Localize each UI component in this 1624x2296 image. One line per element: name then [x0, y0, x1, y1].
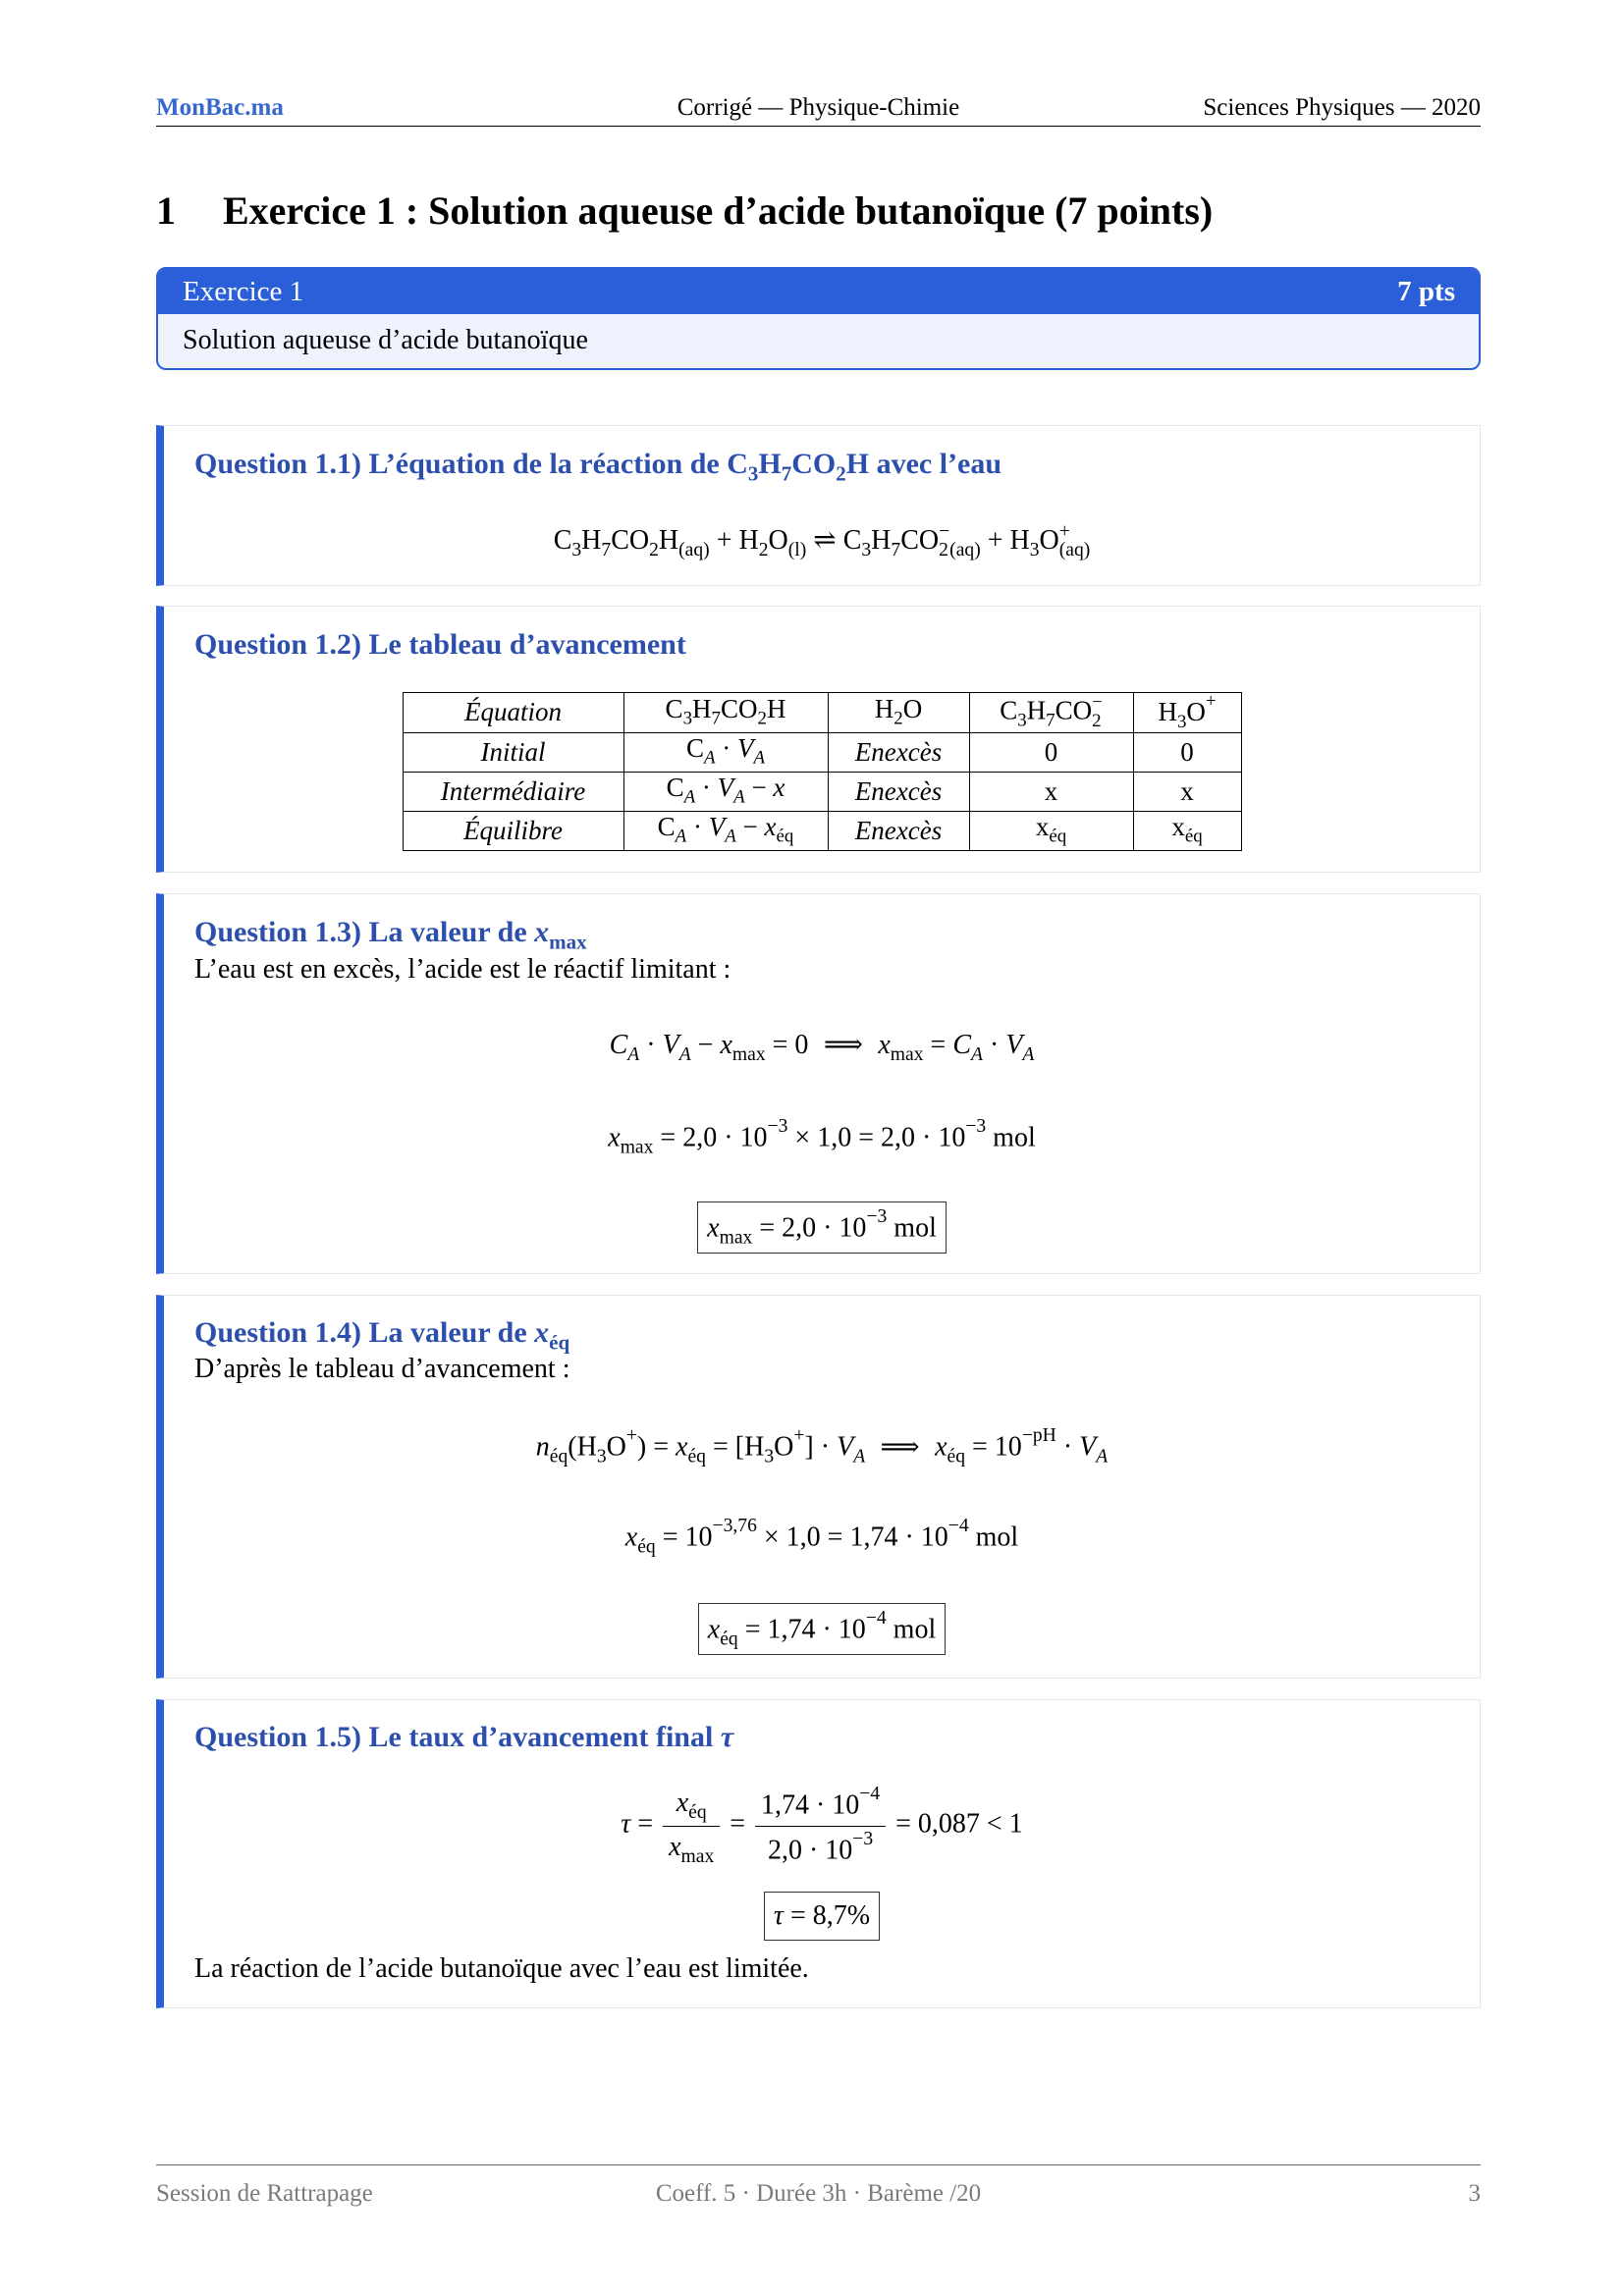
- math-token: x: [1180, 775, 1194, 806]
- question-1-4-box: [156, 1295, 1481, 1679]
- table-header-cell: [1133, 693, 1241, 733]
- math-token: éq: [1049, 827, 1067, 848]
- math-token: mol: [968, 1522, 1019, 1553]
- math-token: éq: [687, 1446, 706, 1468]
- math-token: A: [678, 1043, 691, 1065]
- math-token: 3: [1017, 710, 1027, 731]
- math-token: éq: [776, 827, 794, 848]
- math-token: =: [723, 1808, 752, 1840]
- math-token: 0: [1044, 736, 1058, 767]
- table-cell: [623, 772, 828, 811]
- math-token: ·: [639, 1030, 663, 1060]
- math-token: A: [683, 787, 696, 809]
- math-token: −3: [965, 1116, 987, 1137]
- math-token: H: [658, 525, 679, 556]
- math-token: éq: [720, 1629, 738, 1650]
- table-cell: [969, 732, 1133, 772]
- math-token: max: [719, 1227, 753, 1249]
- page-header: [156, 91, 1481, 125]
- table-cell: [403, 772, 623, 811]
- math-token: 2: [649, 539, 659, 561]
- math-token: A: [675, 827, 687, 848]
- math-subsup: [1092, 691, 1103, 731]
- math-token: (aq): [678, 539, 710, 561]
- table-cell: [828, 732, 969, 772]
- equation-line: [164, 1426, 1480, 1468]
- question-title: [194, 1718, 733, 1757]
- result-line: [164, 1892, 1480, 1941]
- math-token: ] ·: [804, 1431, 838, 1463]
- boxed-result: [698, 1603, 946, 1655]
- math-token: ·: [686, 812, 709, 842]
- math-token: =: [630, 1808, 661, 1840]
- table-header-cell: [403, 693, 623, 733]
- math-token: −4: [859, 1784, 881, 1804]
- math-token: H: [758, 448, 782, 480]
- section-title-text: Exercice 1 : Solution aqueuse d’acide butanoïque (7 points): [223, 188, 1214, 233]
- exercise-box-title: Exercice 1: [183, 275, 304, 307]
- math-token: x: [534, 1316, 550, 1349]
- math-token: O: [902, 694, 923, 724]
- footer-info: Coeff. 5 · Durée 3h · Barème /20: [655, 2180, 982, 2207]
- math-token: Question 1.5) Le taux d’avancement final: [194, 1721, 721, 1753]
- header-subject: Corrigé — Physique-Chimie: [677, 94, 960, 121]
- math-token: = 10: [655, 1522, 713, 1553]
- math-token: τ: [621, 1808, 631, 1840]
- math-token: H: [766, 694, 786, 724]
- math-token: 2: [893, 708, 903, 729]
- exercise-box-body: [158, 314, 1479, 367]
- equation-line: [164, 1117, 1480, 1158]
- math-token: max: [549, 930, 587, 954]
- math-token: éq: [549, 1330, 570, 1355]
- math-token: A: [725, 827, 736, 848]
- math-token: A: [627, 1043, 640, 1065]
- table-row: [403, 732, 1241, 772]
- math-token: −: [735, 812, 765, 842]
- math-subsup: [939, 522, 949, 561]
- boxed-result: [697, 1201, 947, 1254]
- math-token: = 8,7%: [783, 1900, 871, 1931]
- math-token: max: [731, 1043, 766, 1065]
- math-token: x: [707, 1614, 721, 1645]
- math-token: mol: [986, 1122, 1036, 1153]
- question-1-1-box: [156, 425, 1481, 586]
- progress-table: [403, 692, 1242, 851]
- math-token: x: [676, 1788, 689, 1819]
- table-cell: [1133, 811, 1241, 850]
- math-token: +: [793, 1425, 805, 1446]
- math-token: éq: [549, 1446, 568, 1468]
- table-cell: [1133, 732, 1241, 772]
- table-cell: [969, 772, 1133, 811]
- math-token: + H: [709, 525, 759, 556]
- result-line: [164, 1603, 1480, 1655]
- table-header-cell: [969, 693, 1133, 733]
- footer-session: Session de Rattrapage: [156, 2180, 373, 2207]
- equation-line: [164, 1517, 1480, 1558]
- math-token: C: [553, 525, 572, 556]
- table-cell: [969, 811, 1133, 850]
- math-token: 7: [711, 708, 721, 729]
- math-token: O: [768, 525, 788, 556]
- math-token: max: [680, 1845, 715, 1867]
- exercise-subtitle: Solution aqueuse d’acide butanoïque: [183, 325, 588, 355]
- math-token: 3: [1029, 539, 1040, 561]
- math-token: −pH: [1021, 1425, 1056, 1446]
- table-row: [403, 772, 1241, 811]
- question-text: L’eau est en excès, l’acide est le réactif limitant :: [194, 954, 731, 985]
- math-token: −: [744, 773, 774, 803]
- math-token: C: [685, 733, 704, 764]
- math-token: A: [753, 748, 766, 770]
- math-token: 3: [764, 1446, 775, 1468]
- math-token: ·: [715, 733, 737, 764]
- fraction-numerator: [755, 1785, 885, 1827]
- math-token: 0: [1180, 736, 1194, 767]
- math-token: −3,76: [712, 1516, 757, 1536]
- math-token: A: [733, 787, 745, 809]
- table-cell: [828, 811, 969, 850]
- math-subsup: [1059, 522, 1091, 561]
- math-token: Question 1.3) La valeur de: [194, 916, 535, 948]
- math-token: CO: [611, 525, 650, 556]
- math-token: ⟹: [823, 1028, 863, 1060]
- math-token: −: [1092, 691, 1103, 713]
- math-token: x: [1035, 812, 1050, 842]
- math-token: Enexcès: [854, 736, 943, 767]
- math-token: Équilibre: [463, 815, 563, 845]
- math-token: C: [666, 773, 684, 803]
- math-token: V: [1079, 1431, 1097, 1463]
- math-token: V: [662, 1030, 679, 1060]
- math-token: = 2,0 · 10: [752, 1212, 867, 1244]
- math-token: C: [665, 694, 683, 724]
- math-token: V: [708, 812, 726, 842]
- math-token: + H: [980, 525, 1030, 556]
- math-token: −3: [866, 1206, 888, 1227]
- math-token: éq: [688, 1802, 707, 1824]
- table-cell: [1133, 772, 1241, 811]
- boxed-result: [764, 1892, 880, 1941]
- math-token: −4: [947, 1516, 969, 1536]
- math-token: n: [535, 1431, 550, 1463]
- math-token: ⇌ C: [806, 525, 862, 556]
- table-row: [403, 811, 1241, 850]
- math-token: CO: [720, 694, 758, 724]
- header-exam: Sciences Physiques — 2020: [1203, 94, 1481, 121]
- math-token: =: [923, 1030, 953, 1060]
- math-token: H: [1158, 697, 1177, 727]
- math-token: H: [581, 525, 602, 556]
- math-token: −3: [852, 1828, 874, 1849]
- math-token: x: [720, 1030, 732, 1060]
- page-number: 3: [1468, 2180, 1481, 2207]
- math-token: 3: [747, 461, 759, 486]
- math-token: éq: [637, 1536, 656, 1558]
- question-1-3-box: [156, 893, 1481, 1274]
- math-token: max: [890, 1043, 924, 1065]
- math-token: +: [1205, 691, 1217, 712]
- question-title: [194, 625, 686, 665]
- math-token: A: [853, 1446, 866, 1468]
- page-footer: [156, 2177, 1481, 2211]
- math-token: 3: [571, 539, 582, 561]
- question-text: D’après le tableau d’avancement :: [194, 1354, 570, 1384]
- site-name: MonBac.ma: [156, 94, 284, 121]
- math-token: x: [534, 916, 550, 948]
- math-token: 3: [1176, 711, 1187, 732]
- math-token: A: [1022, 1043, 1035, 1065]
- math-token: 1,74 · 10: [760, 1789, 860, 1821]
- math-token: O: [1039, 525, 1059, 556]
- math-token: 2: [758, 539, 769, 561]
- math-token: +: [1058, 520, 1070, 542]
- math-token: A: [1096, 1446, 1109, 1468]
- table-header-row: [403, 693, 1241, 733]
- math-token: = 0: [765, 1030, 809, 1060]
- question-title: [194, 913, 587, 952]
- math-token: = 2,0 · 10: [653, 1122, 768, 1153]
- section-number: 1: [156, 188, 176, 233]
- table-header-cell: [828, 693, 969, 733]
- math-token: −: [939, 520, 950, 542]
- math-token: CO: [1055, 695, 1093, 725]
- math-token: (H: [568, 1431, 597, 1463]
- question-1-5-box: [156, 1699, 1481, 2008]
- math-token: CO: [900, 525, 940, 556]
- fraction-denominator: [755, 1827, 885, 1868]
- math-token: τ: [720, 1721, 734, 1753]
- equation-line: [164, 1785, 1480, 1867]
- exercise-box: [156, 267, 1481, 370]
- footer-rule: [156, 2164, 1481, 2165]
- math-token: H avec l’eau: [845, 448, 1002, 480]
- math-token: x: [878, 1030, 891, 1060]
- math-token: ·: [1056, 1431, 1080, 1463]
- math-token: ·: [695, 773, 718, 803]
- math-token: Question 1.2) Le tableau d’avancement: [194, 628, 686, 661]
- math-token: +: [625, 1425, 637, 1446]
- math-token: V: [837, 1431, 854, 1463]
- math-token: V: [1005, 1030, 1023, 1060]
- math-token: 3: [861, 539, 872, 561]
- fraction-denominator: [663, 1827, 719, 1866]
- math-fraction: [663, 1786, 719, 1866]
- math-token: Initial: [480, 736, 546, 767]
- math-token: C: [952, 1030, 972, 1060]
- math-token: x: [1171, 812, 1185, 842]
- math-token: ·: [982, 1030, 1006, 1060]
- math-token: 2: [939, 540, 948, 561]
- math-token: max: [620, 1137, 654, 1158]
- math-token: CO: [791, 448, 837, 480]
- exercise-box-header: [158, 269, 1479, 314]
- math-token: éq: [947, 1446, 966, 1468]
- conclusion-text: La réaction de l’acide butanoïque avec l’eau est limitée.: [194, 1953, 809, 1984]
- table-wrapper: [164, 692, 1480, 851]
- math-token: 7: [891, 539, 901, 561]
- math-token: (aq): [1058, 540, 1091, 561]
- result-line: [164, 1201, 1480, 1254]
- math-token: x: [669, 1831, 681, 1862]
- math-token: x: [707, 1212, 720, 1244]
- table-header-cell: [623, 693, 828, 733]
- math-token: H: [874, 694, 894, 724]
- math-token: C: [609, 1030, 628, 1060]
- question-title: [194, 1313, 569, 1353]
- math-token: = [H: [705, 1431, 765, 1463]
- section-title: [156, 187, 1213, 236]
- math-fraction: [755, 1785, 885, 1867]
- math-token: ⟹: [880, 1429, 920, 1463]
- math-token: x: [624, 1522, 638, 1553]
- math-token: C: [657, 812, 676, 842]
- equation-line: [164, 1025, 1480, 1065]
- math-token: x: [608, 1122, 621, 1153]
- math-token: A: [971, 1043, 983, 1065]
- math-token: 2,0 · 10: [767, 1835, 853, 1866]
- math-token: 3: [682, 708, 693, 729]
- question-1-2-box: [156, 606, 1481, 873]
- math-token: Question 1.4) La valeur de: [194, 1316, 535, 1349]
- math-token: ) =: [636, 1431, 677, 1463]
- math-token: x: [773, 773, 785, 803]
- table-cell: [623, 811, 828, 850]
- math-token: −3: [767, 1116, 788, 1137]
- math-token: V: [717, 773, 734, 803]
- math-token: 7: [781, 461, 792, 486]
- math-token: −4: [865, 1608, 887, 1629]
- math-token: (aq): [949, 539, 981, 561]
- math-token: Enexcès: [854, 815, 943, 845]
- table-cell: [403, 811, 623, 850]
- math-token: 2: [836, 461, 846, 486]
- math-token: (l): [787, 539, 807, 561]
- table-cell: [403, 732, 623, 772]
- math-token: O: [774, 1431, 794, 1463]
- question-title: [194, 445, 1001, 484]
- math-token: mol: [887, 1212, 937, 1244]
- math-token: H: [692, 694, 712, 724]
- math-token: 3: [596, 1446, 607, 1468]
- header-rule: [156, 126, 1481, 127]
- math-token: = 10: [965, 1431, 1022, 1463]
- math-token: x: [935, 1431, 947, 1463]
- math-token: mol: [886, 1614, 937, 1645]
- math-token: A: [703, 748, 716, 770]
- math-token: 7: [1046, 710, 1056, 731]
- table-cell: [623, 732, 828, 772]
- math-token: Intermédiaire: [440, 775, 586, 806]
- math-token: Question 1.1) L’équation de la réaction de C: [194, 448, 748, 480]
- reaction-equation: [164, 521, 1480, 561]
- math-token: Enexcès: [854, 775, 943, 806]
- math-token: 2: [757, 708, 767, 729]
- math-token: × 1,0 = 1,74 · 10: [756, 1522, 948, 1553]
- math-token: × 1,0 = 2,0 · 10: [787, 1122, 966, 1153]
- math-token: éq: [1184, 827, 1203, 848]
- math-token: x: [764, 812, 777, 842]
- math-token: O: [606, 1431, 626, 1463]
- math-token: 7: [601, 539, 612, 561]
- math-token: = 0,087 < 1: [889, 1808, 1023, 1840]
- math-token: x: [676, 1431, 688, 1463]
- fraction-numerator: [663, 1786, 719, 1826]
- math-token: = 1,74 · 10: [737, 1614, 866, 1645]
- math-token: H: [871, 525, 892, 556]
- math-token: H: [1026, 695, 1047, 725]
- math-token: V: [737, 733, 754, 764]
- math-token: x: [1044, 775, 1058, 806]
- math-token: O: [1186, 697, 1206, 727]
- math-token: −: [690, 1030, 721, 1060]
- exercise-points: 7 pts: [1397, 275, 1455, 307]
- math-token: τ: [773, 1900, 784, 1931]
- math-token: 2: [1092, 710, 1102, 731]
- table-cell: [828, 772, 969, 811]
- math-token: Équation: [464, 697, 562, 727]
- math-token: C: [1000, 695, 1018, 725]
